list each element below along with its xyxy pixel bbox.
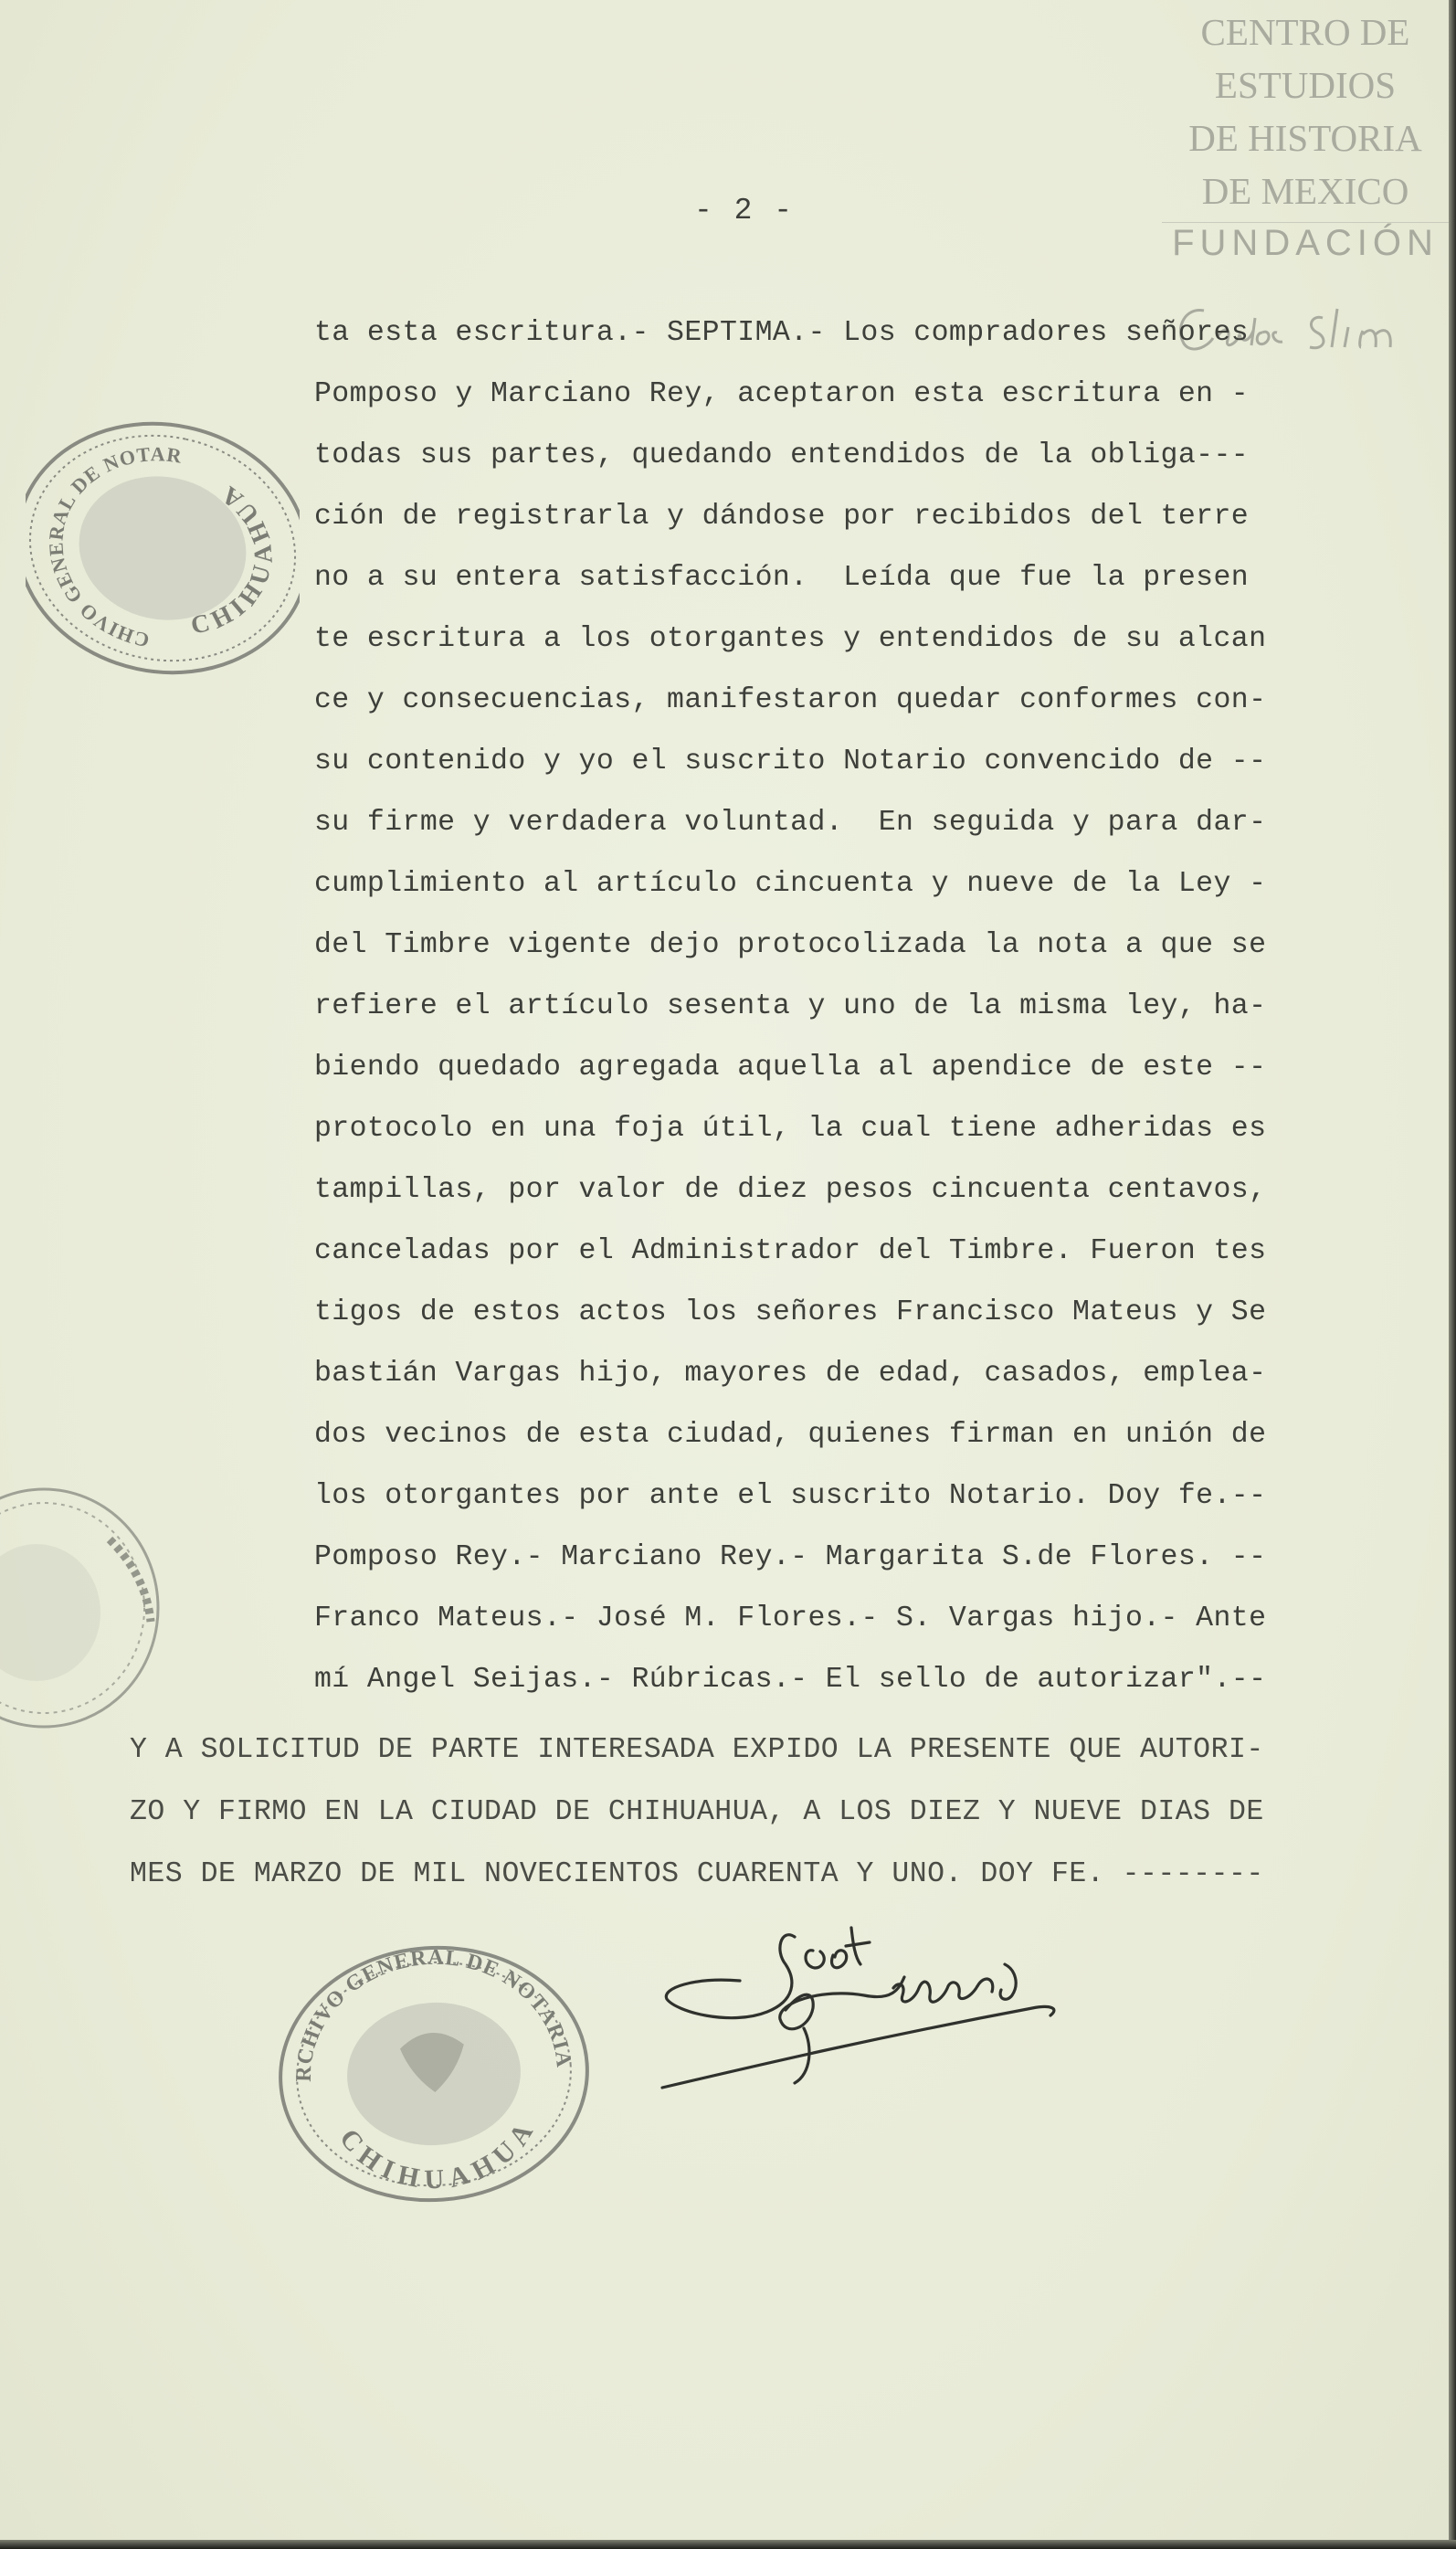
watermark-foundation: FUNDACIÓN [1172,223,1439,263]
text-line: protocolo en una foja útil, la cual tiene adheridas es [314,1113,1267,1145]
text-line: ción de registrarla y dándose por recibidos del terre [314,501,1250,533]
text-line: tampillas, por valor de diez pesos cincuenta centavos, [314,1174,1267,1206]
stamp-bottom-text: CHIHUAHUA [188,477,279,640]
text-line: canceladas por el Administrador del Timbre. Fueron tes [314,1235,1267,1267]
notary-signature [658,1900,1069,2101]
page-number: - 2 - [694,194,795,227]
text-line: ta esta escritura.- SEPTIMA.- Los compradores señores [314,317,1250,349]
text-line: mí Angel Seijas.- Rúbricas.- El sello de autorizar".-- [314,1664,1267,1696]
watermark-line: ESTUDIOS [1214,64,1397,106]
caps-line: MES DE MARZO DE MIL NOVECIENTOS CUARENTA Y UNO. DOY FE. -------- [130,1858,1264,1890]
watermark-line: DE HISTORIA [1188,117,1422,159]
watermark-line: DE MEXICO [1201,170,1409,212]
text-line: refiere el artículo sesenta y uno de la misma ley, ha- [314,990,1267,1022]
text-line: ce y consecuencias, manifestaron quedar conformes con- [314,684,1267,716]
text-line: te escritura a los otorgantes y entendidos de su alcan [314,623,1267,655]
page-bottom-shadow [0,2540,1456,2549]
text-line: del Timbre vigente dejo protocolizada la nota a que se [314,929,1267,961]
text-line: biendo quedado agregada aquella al apendice de este -- [314,1052,1267,1084]
text-line: su firme y verdadera voluntad. En seguida y para dar- [314,807,1267,839]
text-line: Franco Mateus.- José M. Flores.- S. Vargas hijo.- Ante [314,1602,1267,1634]
text-line: todas sus partes, quedando entendidos de la obliga--- [314,439,1250,471]
text-line: Pomposo y Marciano Rey, aceptaron esta escritura en - [314,378,1250,410]
partial-seal-stamp [0,1475,169,1740]
text-line: bastián Vargas hijo, mayores de edad, casados, emplea- [314,1358,1267,1390]
text-line: dos vecinos de esta ciudad, quienes firman en unión de [314,1419,1267,1451]
watermark-divider [1162,222,1449,223]
text-line: su contenido y yo el suscrito Notario convencido de -- [314,746,1267,777]
caps-line: ZO Y FIRMO EN LA CIUDAD DE CHIHUAHUA, A LOS DIEZ Y NUEVE DIAS DE [130,1796,1264,1828]
stamp-bottom-text: CHIHUAHUA [333,2111,543,2195]
text-line: no a su entera satisfacción. Leída que fue la presen [314,562,1250,594]
stamp-top-text: ARCHIVO GENERAL DE NOTARIAS [44,442,185,652]
stamp-top-text: ARCHIVO GENERAL DE NOTARIAS [291,1945,576,2083]
text-line: tigos de estos actos los señores Francisco Mateus y Se [314,1296,1267,1328]
archive-watermark [1162,5,1449,264]
text-line: los otorgantes por ante el suscrito Notario. Doy fe.-- [314,1480,1267,1512]
text-line: cumplimiento al artículo cincuenta y nueve de la Ley - [314,868,1267,900]
text-line: Pomposo Rey.- Marciano Rey.- Margarita S.de Flores. -- [314,1541,1267,1573]
caps-line: Y A SOLICITUD DE PARTE INTERESADA EXPIDO LA PRESENTE QUE AUTORI- [130,1734,1264,1766]
watermark-line: CENTRO DE [1200,11,1410,53]
page-edge-shadow [1449,0,1456,2549]
notary-seal-stamp-bottom [274,1937,594,2211]
notary-seal-stamp [26,388,300,708]
